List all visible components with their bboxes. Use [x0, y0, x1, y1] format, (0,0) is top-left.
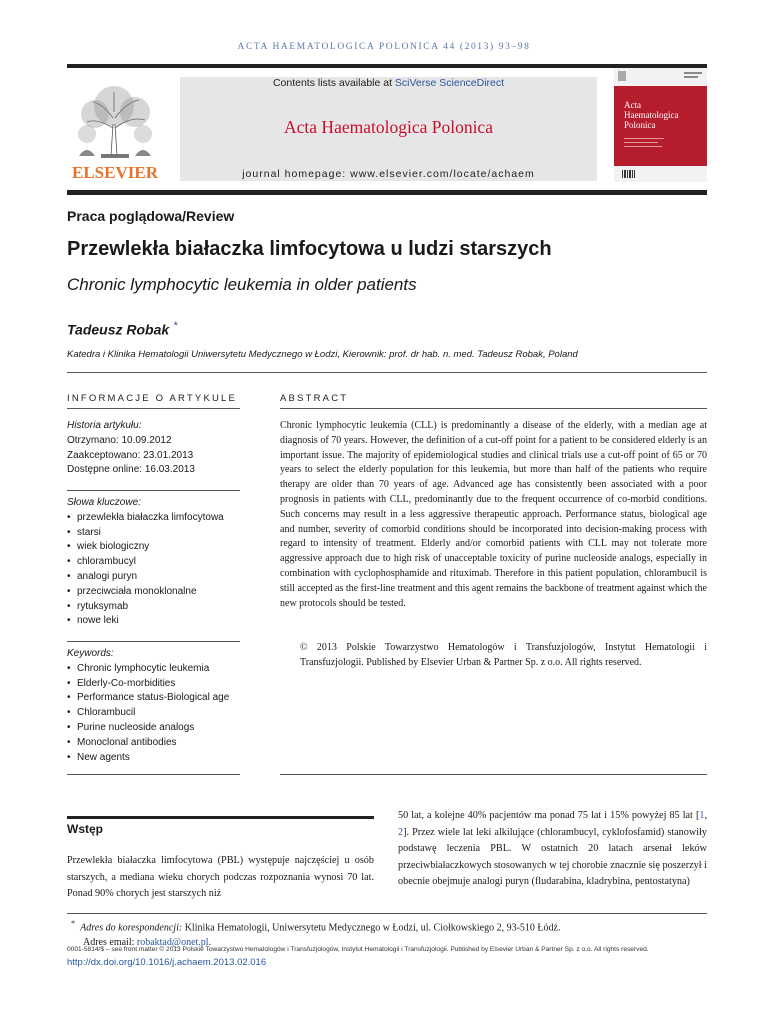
abstract-heading: ABSTRACT [280, 393, 349, 404]
received-date: Otrzymano: 10.09.2012 [67, 434, 172, 446]
journal-cover-thumbnail [614, 68, 707, 182]
history-label: Historia artykułu: [67, 420, 142, 431]
intro-text-part: ]. Przez wiele lat leki alkilujące (chlorambucyl, cyklofosfamid) stanowiły podstawę leczenia PBL. W ostatnich 20 latach arsenał leków przeciwbiałaczkowych stosowanych w tej chorobie znacznie się poszerzył i obecnie obejmuje analogi puryn (fludarabina, kladrybina, pentostatyna) [398, 826, 707, 887]
keyword-item: • Elderly-Co-morbidities [67, 677, 240, 692]
introduction-heading: Wstęp [67, 822, 103, 836]
elsevier-logo [67, 78, 163, 182]
keyword-item: • New agents [67, 751, 240, 766]
section-rule [67, 816, 374, 819]
svg-text:Haematologica: Haematologica [624, 110, 679, 120]
keyword-item: • wiek biologiczny [67, 540, 240, 555]
author-name-text: Tadeusz Robak [67, 321, 170, 338]
accepted-date: Zaakceptowano: 23.01.2013 [67, 449, 194, 461]
keyword-item: • przeciwciała monoklonalne [67, 585, 240, 600]
email-end: . [208, 936, 212, 948]
author-affiliation: Katedra i Klinika Hematologii Uniwersytetu Medycznego w Łodzi, Kierownik: prof. dr hab. n. med. Tadeusz Robak, Poland [67, 349, 578, 360]
keyword-item: • Purine nucleoside analogs [67, 721, 240, 736]
legal-notice: 0001-5814/$ – see front matter © 2013 Polskie Towarzystwo Hematologów i Transfuzjologów, Instytut Hematologii i Transfuzjologii. Published by Elsevier Urban & Partner Sp. z o.o. All rights reserved. [67, 946, 649, 953]
divider [67, 490, 240, 491]
svg-text:ELSEVIER: ELSEVIER [72, 163, 158, 182]
keyword-item: • analogi puryn [67, 570, 240, 585]
reference-link-2[interactable]: 2 [398, 826, 404, 838]
correspondence-address: Klinika Hematologii, Uniwersytetu Medycznego w Łodzi, ul. Ciołkowskiego 2, 93-510 Łódź. [182, 922, 561, 934]
contents-prefix: Contents lists available at [272, 77, 395, 89]
online-date: Dostępne online: 16.03.2013 [67, 464, 195, 476]
article-title-english: Chronic lymphocytic leukemia in older patients [67, 275, 417, 294]
introduction-text-right [398, 808, 707, 891]
journal-citation-line: ACTA HAEMATOLOGICA POLONICA 44 (2013) 93–98 [237, 42, 531, 52]
intro-text-part: 50 lat, a kolejne 40% pacjentów ma ponad 75 lat i 15% powyżej 85 lat [ [398, 810, 700, 821]
divider [67, 774, 240, 775]
keyword-item: • rytuksymab [67, 600, 240, 615]
keywords-polish-label: Słowa kluczowe: [67, 497, 141, 508]
divider [280, 774, 707, 775]
article-history [67, 419, 240, 478]
introduction-text-left: Przewlekła białaczka limfocytowa (PBL) występuje najczęściej u osób starszych, a mediana wieku chorych podczas rozpoznania wynosi 70 lat. Ponad 90% chorych jest starszych niż [67, 855, 374, 899]
article-info-heading: INFORMACJE O ARTYKULE [67, 393, 238, 404]
corresponding-author-mark[interactable]: * [173, 320, 178, 332]
author-name [67, 320, 177, 338]
abstract-text: Chronic lymphocytic leukemia (CLL) is predominantly a disease of the elderly, with a median age at diagnosis of 70 years. However, the definition of a cut-off point for a patient to be considered elderly is an important issue. The majority of epidemiological studies and clinical trials use a cut-off point of 65 or 70 years to select the elderly population for this leukemia, but more than half of the patients who require therapy are older than 70 years of age. Advanced age has consistently been associated with a poor prognosis in patients with CLL, predominantly due to the frequent occurrence of co-morbid conditions. Such concerns may result in a less aggressive therapeutic approach. Performance status, biological age and number, severity of comorbid conditions should be incorporated into decision-making process with regard to intensity of treatment. Elderly and/or comorbid patients with CLL may not tolerate more aggressive approach due to high risk of unacceptable toxicity of purine nucleoside analogs, especially in combination with cyclophosphamide and rituximab. Therefore in this patient population, chlorambucil is still accepted as the first-line treatment and this agent remains the backbone of treatment against which the new protocols should be tested. [280, 420, 707, 609]
keyword-item: • Monoclonal antibodies [67, 736, 240, 751]
divider [280, 408, 707, 409]
keywords-polish [67, 496, 240, 629]
abstract-body [280, 419, 707, 611]
doi-link[interactable]: http://dx.doi.org/10.1016/j.achaem.2013.02.016 [67, 957, 267, 968]
correspondence-label: Adres do korespondencji: [80, 922, 183, 934]
keyword-item: • Chlorambucil [67, 706, 240, 721]
divider [67, 408, 240, 409]
email-label: Adres email: [83, 936, 137, 948]
reference-separator: , [704, 810, 707, 821]
masthead-bottom-rule [67, 190, 707, 195]
footnote-rule [67, 913, 707, 914]
contents-available-line [180, 77, 597, 89]
footnote-mark: * [71, 919, 76, 928]
divider [67, 372, 707, 373]
journal-homepage: journal homepage: www.elsevier.com/locate/achaem [242, 168, 535, 180]
svg-text:Acta: Acta [624, 100, 641, 110]
keywords-english-label: Keywords: [67, 648, 114, 659]
keyword-item: • Performance status-Biological age [67, 691, 240, 706]
journal-title: Acta Haematologica Polonica [284, 117, 493, 137]
masthead-top-rule [67, 64, 707, 68]
svg-text:Polonica: Polonica [624, 120, 656, 130]
keyword-item: • starsi [67, 526, 240, 541]
copyright-notice: © 2013 Polskie Towarzystwo Hematologów i Transfuzjologów, Instytut Hematologii i Transfuzjologii. Published by Elsevier Urban & Partner Sp. z o.o. All rights reserved. [300, 642, 707, 668]
article-title-polish: Przewlekła białaczka limfocytowa u ludzi starszych [67, 238, 552, 260]
keywords-english [67, 647, 240, 765]
keyword-item: • przewlekła białaczka limfocytowa [67, 511, 240, 526]
keyword-item: • Chronic lymphocytic leukemia [67, 662, 240, 677]
article-type: Praca poglądowa/Review [67, 208, 235, 224]
keyword-item: • nowe leki [67, 614, 240, 629]
keyword-item: • chlorambucyl [67, 555, 240, 570]
sciencedirect-link[interactable]: SciVerse ScienceDirect [394, 77, 505, 89]
divider [67, 641, 240, 642]
reference-link-1[interactable]: 1 [699, 810, 705, 821]
email-link[interactable]: robaktad@onet.pl [136, 936, 209, 948]
